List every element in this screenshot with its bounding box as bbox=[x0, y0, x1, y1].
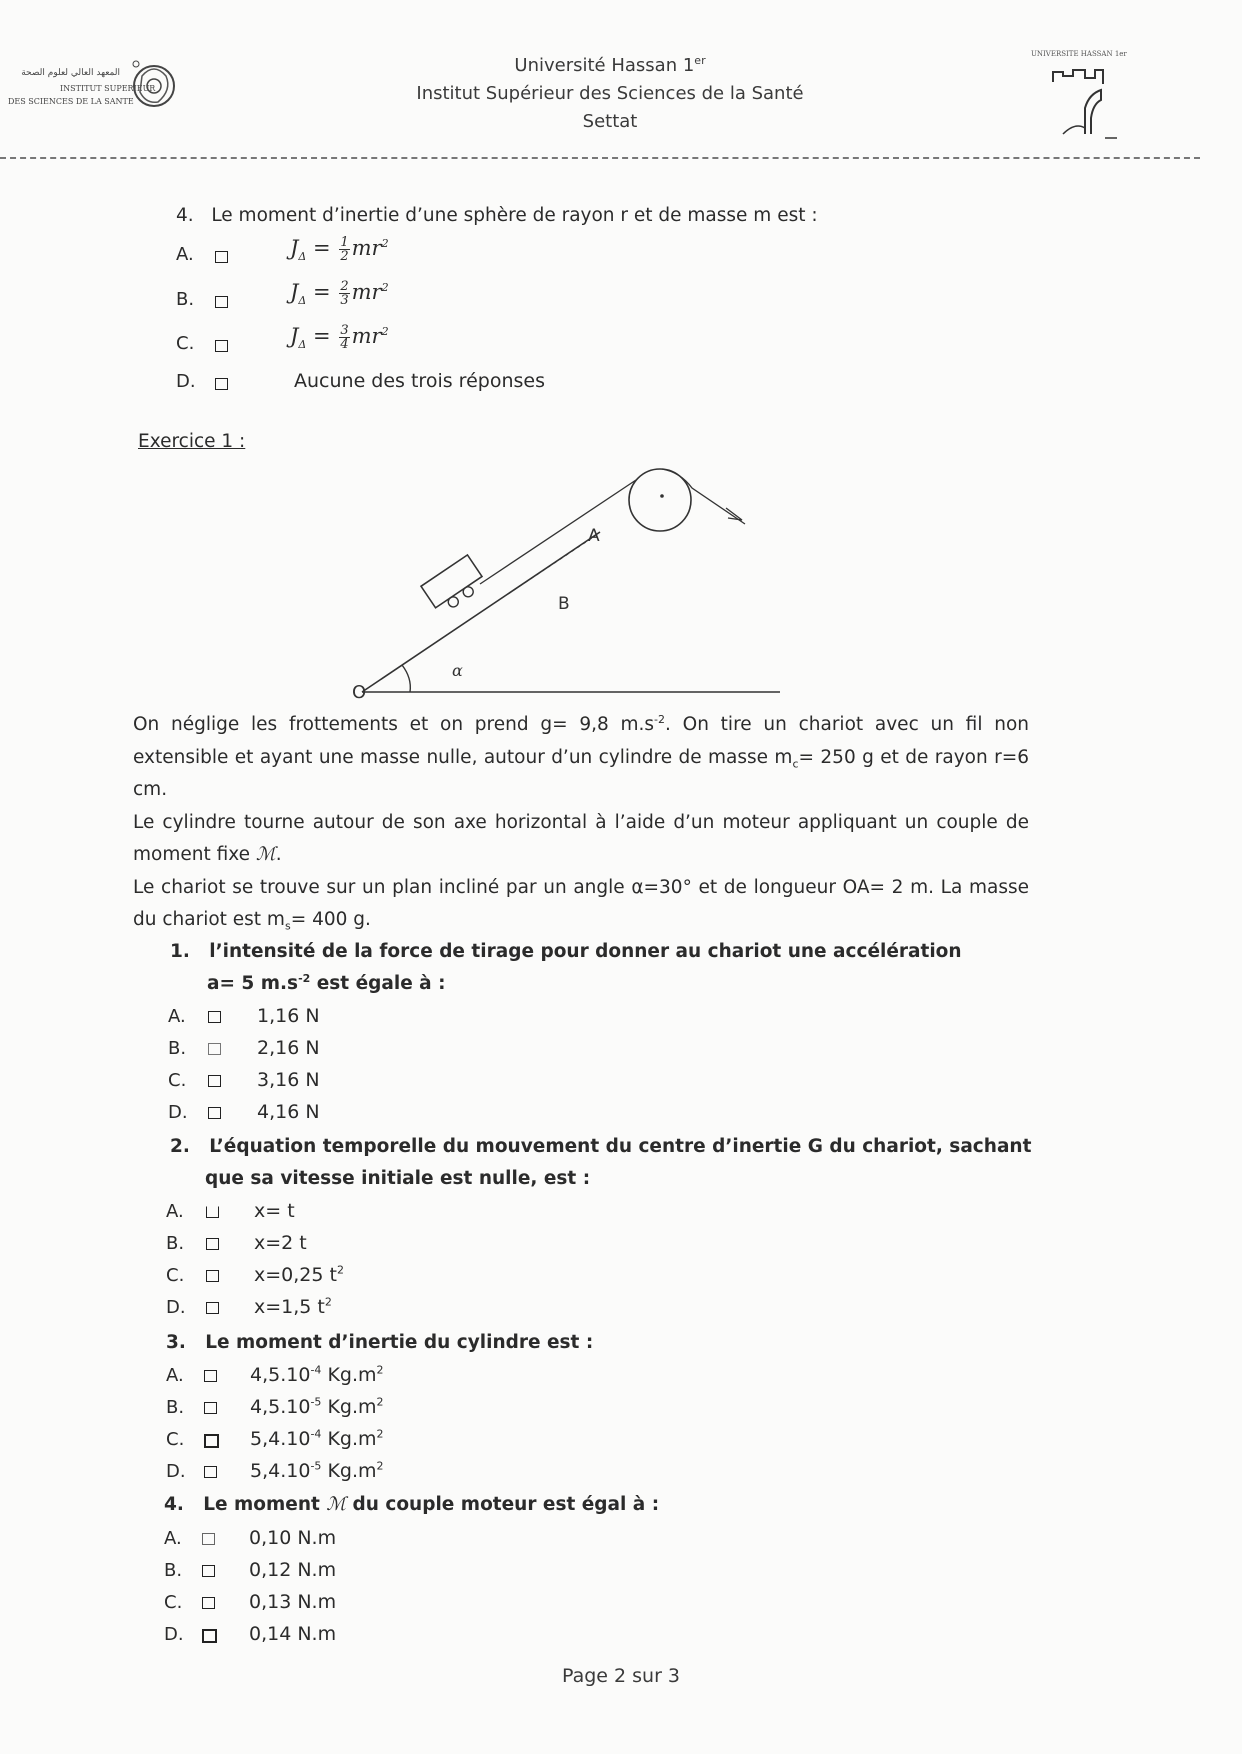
q3-option-d[interactable]: D. bbox=[166, 1461, 186, 1482]
header-title-block bbox=[380, 52, 840, 136]
point-b-label: B bbox=[558, 594, 570, 614]
q3-option-c[interactable]: C. bbox=[166, 1429, 185, 1450]
university-logo-right bbox=[1015, 44, 1190, 144]
checkbox-sphere-b[interactable] bbox=[215, 296, 228, 308]
sphere-option-c[interactable]: C. bbox=[176, 333, 195, 354]
q2-option-d-text: x=1,5 $t^2$ bbox=[254, 1295, 332, 1318]
cart bbox=[421, 555, 488, 616]
angle-alpha-label: α bbox=[452, 661, 463, 680]
q3-option-b[interactable]: B. bbox=[166, 1397, 185, 1418]
sphere-option-d-text: Aucune des trois réponses bbox=[294, 370, 545, 392]
point-a-label: A bbox=[588, 526, 600, 546]
string-line bbox=[480, 480, 636, 584]
q4-option-c-text: 0,13 N.m bbox=[249, 1591, 337, 1613]
logo-left-line2: INSTITUT SUPERIEUR bbox=[60, 84, 156, 93]
checkbox-q3-c[interactable] bbox=[204, 1434, 219, 1448]
pull-string bbox=[662, 469, 745, 524]
formula-sphere-b: $J_\Delta$ = $\frac{2}{3}$ $mr^2$ bbox=[290, 279, 389, 308]
angle-arc bbox=[402, 665, 410, 692]
q4-option-c[interactable]: C. bbox=[164, 1592, 183, 1613]
q4-option-d-text: 0,14 N.m bbox=[249, 1623, 337, 1645]
q3-option-a[interactable]: A. bbox=[166, 1365, 184, 1386]
q1-option-c[interactable]: C. bbox=[168, 1070, 187, 1091]
q3-title: 3. Le moment d’inertie du cylindre est : bbox=[166, 1332, 594, 1353]
q3-option-a-text: $4,5.10^{-4}$ $Kg.m^2$ bbox=[250, 1363, 384, 1386]
exercise-paragraph-1: On néglige les frottements et on prend g= 9,8 $m.s^{-2}$. On tire un chariot avec un fil non extensible et ayant une masse nulle, autour d’un cylindre de masse $m_c= 250$ g et de rayon r=6 cm. bbox=[133, 712, 1029, 800]
checkbox-sphere-c[interactable] bbox=[215, 340, 228, 352]
header-divider bbox=[0, 157, 1200, 159]
checkbox-q2-a[interactable] bbox=[206, 1206, 219, 1218]
q2-option-d[interactable]: D. bbox=[166, 1297, 186, 1318]
checkbox-q4-d[interactable] bbox=[202, 1629, 217, 1643]
castle-emblem-icon bbox=[1045, 64, 1135, 154]
q1-title-line2: a= 5 $m.s^{-2}$ est égale à : bbox=[207, 971, 446, 994]
checkbox-sphere-d[interactable] bbox=[215, 378, 228, 390]
cylinder-axis bbox=[660, 494, 664, 498]
checkbox-q1-a[interactable] bbox=[208, 1011, 221, 1023]
q3-option-d-text: $5,4.10^{-5}$ $Kg.m^2$ bbox=[250, 1459, 384, 1482]
q2-option-c-text: x=0,25 $t^2$ bbox=[254, 1263, 344, 1286]
q2-title-line2: que sa vitesse initiale est nulle, est : bbox=[205, 1168, 591, 1189]
university-name: Université Hassan 1er bbox=[514, 54, 706, 76]
q4-title: 4. Le moment ℳ du couple moteur est égal à : bbox=[164, 1494, 660, 1515]
sphere-option-d[interactable]: D. bbox=[176, 371, 196, 392]
q2-option-c[interactable]: C. bbox=[166, 1265, 185, 1286]
q2-option-a-text: x= t bbox=[254, 1200, 295, 1222]
q1-title: 1. l’intensité de la force de tirage pour donner au chariot une accélération bbox=[170, 941, 962, 962]
q1-option-b-text: 2,16 N bbox=[257, 1037, 320, 1059]
checkbox-q3-d[interactable] bbox=[204, 1466, 217, 1478]
q1-option-b[interactable]: B. bbox=[168, 1038, 187, 1059]
checkbox-q1-b[interactable] bbox=[208, 1043, 221, 1055]
checkbox-q3-b[interactable] bbox=[204, 1402, 217, 1414]
q4-option-a[interactable]: A. bbox=[164, 1528, 182, 1549]
q1-option-a-text: 1,16 N bbox=[257, 1005, 320, 1027]
inclined-plane-diagram bbox=[340, 452, 830, 702]
q2-option-b-text: x=2 t bbox=[254, 1232, 307, 1254]
q1-option-c-text: 3,16 N bbox=[257, 1069, 320, 1091]
checkbox-q1-c[interactable] bbox=[208, 1075, 221, 1087]
point-o-label: O bbox=[352, 682, 367, 702]
institute-logo-left bbox=[0, 48, 200, 118]
q2-option-a[interactable]: A. bbox=[166, 1201, 184, 1222]
checkbox-q4-a[interactable] bbox=[202, 1533, 215, 1545]
checkbox-q4-b[interactable] bbox=[202, 1565, 215, 1577]
sphere-option-a[interactable]: A. bbox=[176, 244, 194, 265]
q4-option-b-text: 0,12 N.m bbox=[249, 1559, 337, 1581]
formula-sphere-a: $J_\Delta$ = $\frac{1}{2}$ $mr^2$ bbox=[290, 235, 389, 264]
logo-left-line3: DES SCIENCES DE LA SANTE bbox=[8, 97, 134, 106]
exercise-statement bbox=[133, 709, 1029, 937]
logo-right-text: UNIVERSITE HASSAN 1er bbox=[1031, 50, 1127, 58]
checkbox-q2-d[interactable] bbox=[206, 1302, 219, 1314]
exercise-paragraph-2: Le cylindre tourne autour de son axe horizontal à l’aide d’un moteur appliquant un couple de moment fixe ℳ. bbox=[133, 811, 1029, 865]
cylinder bbox=[629, 469, 691, 531]
institute-name: Institut Supérieur des Sciences de la Santé bbox=[416, 83, 804, 104]
exercise-title: Exercice 1 : bbox=[138, 431, 246, 452]
logo-left-arabic: المعهد العالي لعلوم الصحة bbox=[21, 68, 120, 78]
checkbox-q1-d[interactable] bbox=[208, 1107, 221, 1119]
q4-option-a-text: 0,10 N.m bbox=[249, 1527, 337, 1549]
checkbox-q4-c[interactable] bbox=[202, 1597, 215, 1609]
checkbox-sphere-a[interactable] bbox=[215, 251, 228, 263]
page-number: Page 2 sur 3 bbox=[561, 1665, 681, 1687]
q1-option-a[interactable]: A. bbox=[168, 1006, 186, 1027]
exercise-paragraph-3: Le chariot se trouve sur un plan incliné par un angle α=30° et de longueur OA= 2 m. La masse du chariot est $m_s= 400$ g. bbox=[133, 876, 1029, 933]
formula-sphere-c: $J_\Delta$ = $\frac{3}{4}$ $mr^2$ bbox=[290, 323, 389, 352]
city-name: Settat bbox=[582, 111, 638, 132]
question-sphere-title: 4. Le moment d’inertie d’une sphère de rayon r et de masse m est : bbox=[176, 205, 818, 226]
q2-title: 2. L’équation temporelle du mouvement du centre d’inertie G du chariot, sachant bbox=[170, 1136, 1032, 1157]
q3-option-c-text: $5,4.10^{-4}$ $Kg.m^2$ bbox=[250, 1427, 384, 1450]
checkbox-q2-c[interactable] bbox=[206, 1270, 219, 1282]
q4-option-d[interactable]: D. bbox=[164, 1624, 184, 1645]
logo-emblem-icon bbox=[128, 56, 180, 114]
q2-option-b[interactable]: B. bbox=[166, 1233, 185, 1254]
checkbox-q2-b[interactable] bbox=[206, 1238, 219, 1250]
q1-option-d-text: 4,16 N bbox=[257, 1101, 320, 1123]
pull-arrow-icon bbox=[726, 508, 742, 520]
q3-option-b-text: $4,5.10^{-5}$ $Kg.m^2$ bbox=[250, 1395, 384, 1418]
q4-option-b[interactable]: B. bbox=[164, 1560, 183, 1581]
q1-option-d[interactable]: D. bbox=[168, 1102, 188, 1123]
sphere-option-b[interactable]: B. bbox=[176, 289, 195, 310]
checkbox-q3-a[interactable] bbox=[204, 1370, 217, 1382]
